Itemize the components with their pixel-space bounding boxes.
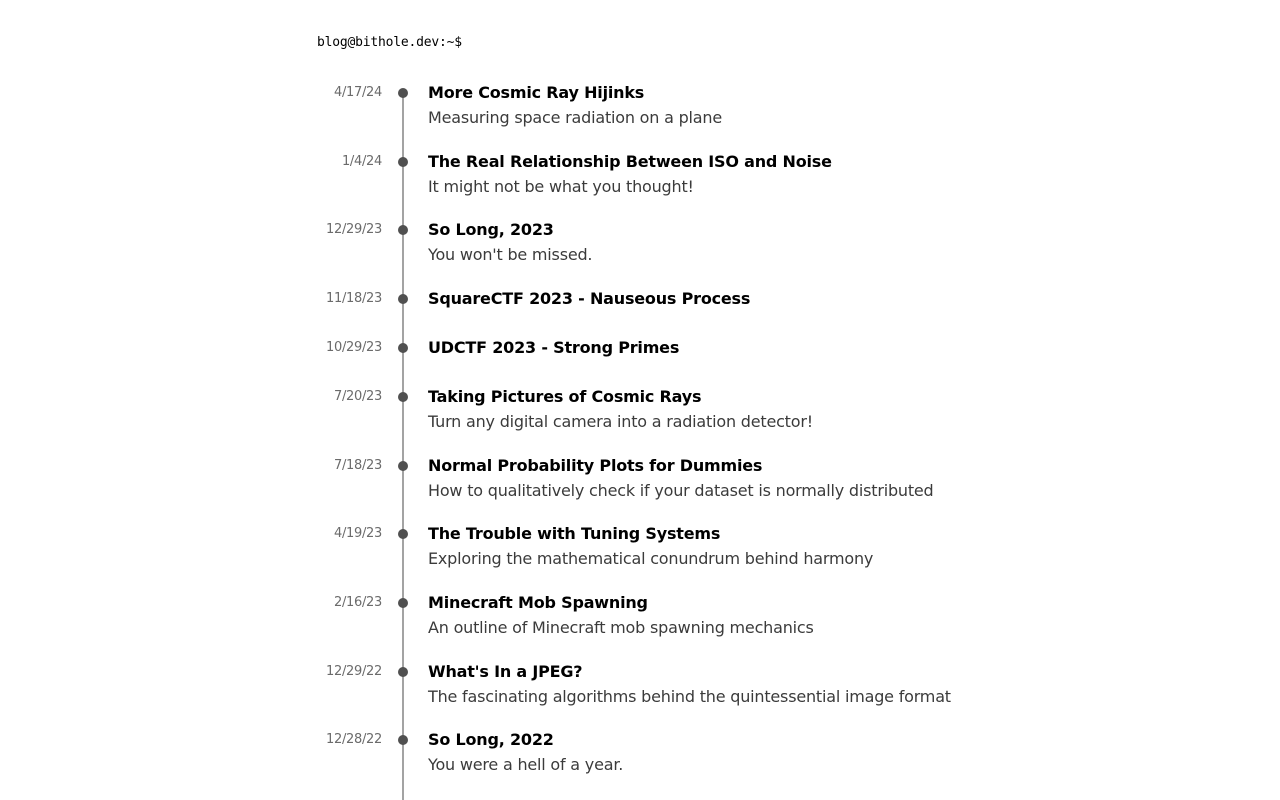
timeline-dot	[398, 735, 408, 745]
timeline-dot	[398, 529, 408, 539]
post-title-link[interactable]: SquareCTF 2023 - Nauseous Process	[428, 289, 751, 308]
post-title-link[interactable]: Minecraft Mob Spawning	[428, 593, 648, 612]
post-title-link[interactable]: The Real Relationship Between ISO and Noise	[428, 152, 832, 171]
post-subtitle: You were a hell of a year.	[428, 755, 624, 774]
post-subtitle: Exploring the mathematical conundrum behind harmony	[428, 549, 874, 568]
post-date: 7/20/23	[333, 389, 382, 404]
post-title-link[interactable]: The Trouble with Tuning Systems	[428, 524, 721, 543]
post-date: 12/29/23	[326, 222, 382, 237]
timeline-dot	[398, 667, 408, 677]
terminal-prompt: blog@bithole.dev:~$	[317, 35, 462, 50]
post-date: 4/19/23	[333, 526, 382, 541]
timeline-line	[402, 92, 404, 800]
post-date: 4/17/24	[333, 85, 382, 100]
post-date: 1/4/24	[341, 154, 382, 169]
post-date: 2/16/23	[333, 595, 382, 610]
post-title-link[interactable]: So Long, 2022	[428, 730, 554, 749]
timeline-dot	[398, 294, 408, 304]
timeline-dot	[398, 88, 408, 98]
timeline-dot	[398, 392, 408, 402]
post-date: 12/28/22	[326, 732, 382, 747]
post-subtitle: Measuring space radiation on a plane	[428, 108, 722, 127]
post-title-link[interactable]: Taking Pictures of Cosmic Rays	[428, 387, 702, 406]
post-subtitle: Turn any digital camera into a radiation detector!	[428, 412, 813, 431]
timeline-dot	[398, 461, 408, 471]
post-subtitle: You won't be missed.	[428, 245, 593, 264]
timeline-dot	[398, 225, 408, 235]
post-title-link[interactable]: More Cosmic Ray Hijinks	[428, 83, 645, 102]
post-date: 11/18/23	[326, 291, 382, 306]
post-subtitle: It might not be what you thought!	[428, 177, 694, 196]
post-title-link[interactable]: Normal Probability Plots for Dummies	[428, 456, 763, 475]
timeline-dot	[398, 598, 408, 608]
post-title-link[interactable]: UDCTF 2023 - Strong Primes	[428, 338, 680, 357]
timeline-dot	[398, 343, 408, 353]
post-date: 7/18/23	[333, 458, 382, 473]
post-subtitle: The fascinating algorithms behind the quintessential image format	[428, 687, 951, 706]
post-date: 12/29/22	[326, 664, 382, 679]
post-subtitle: An outline of Minecraft mob spawning mechanics	[428, 618, 814, 637]
timeline-dot	[398, 157, 408, 167]
post-title-link[interactable]: What's In a JPEG?	[428, 662, 583, 681]
post-title-link[interactable]: So Long, 2023	[428, 220, 554, 239]
post-subtitle: How to qualitatively check if your dataset is normally distributed	[428, 481, 934, 500]
post-date: 10/29/23	[326, 340, 382, 355]
